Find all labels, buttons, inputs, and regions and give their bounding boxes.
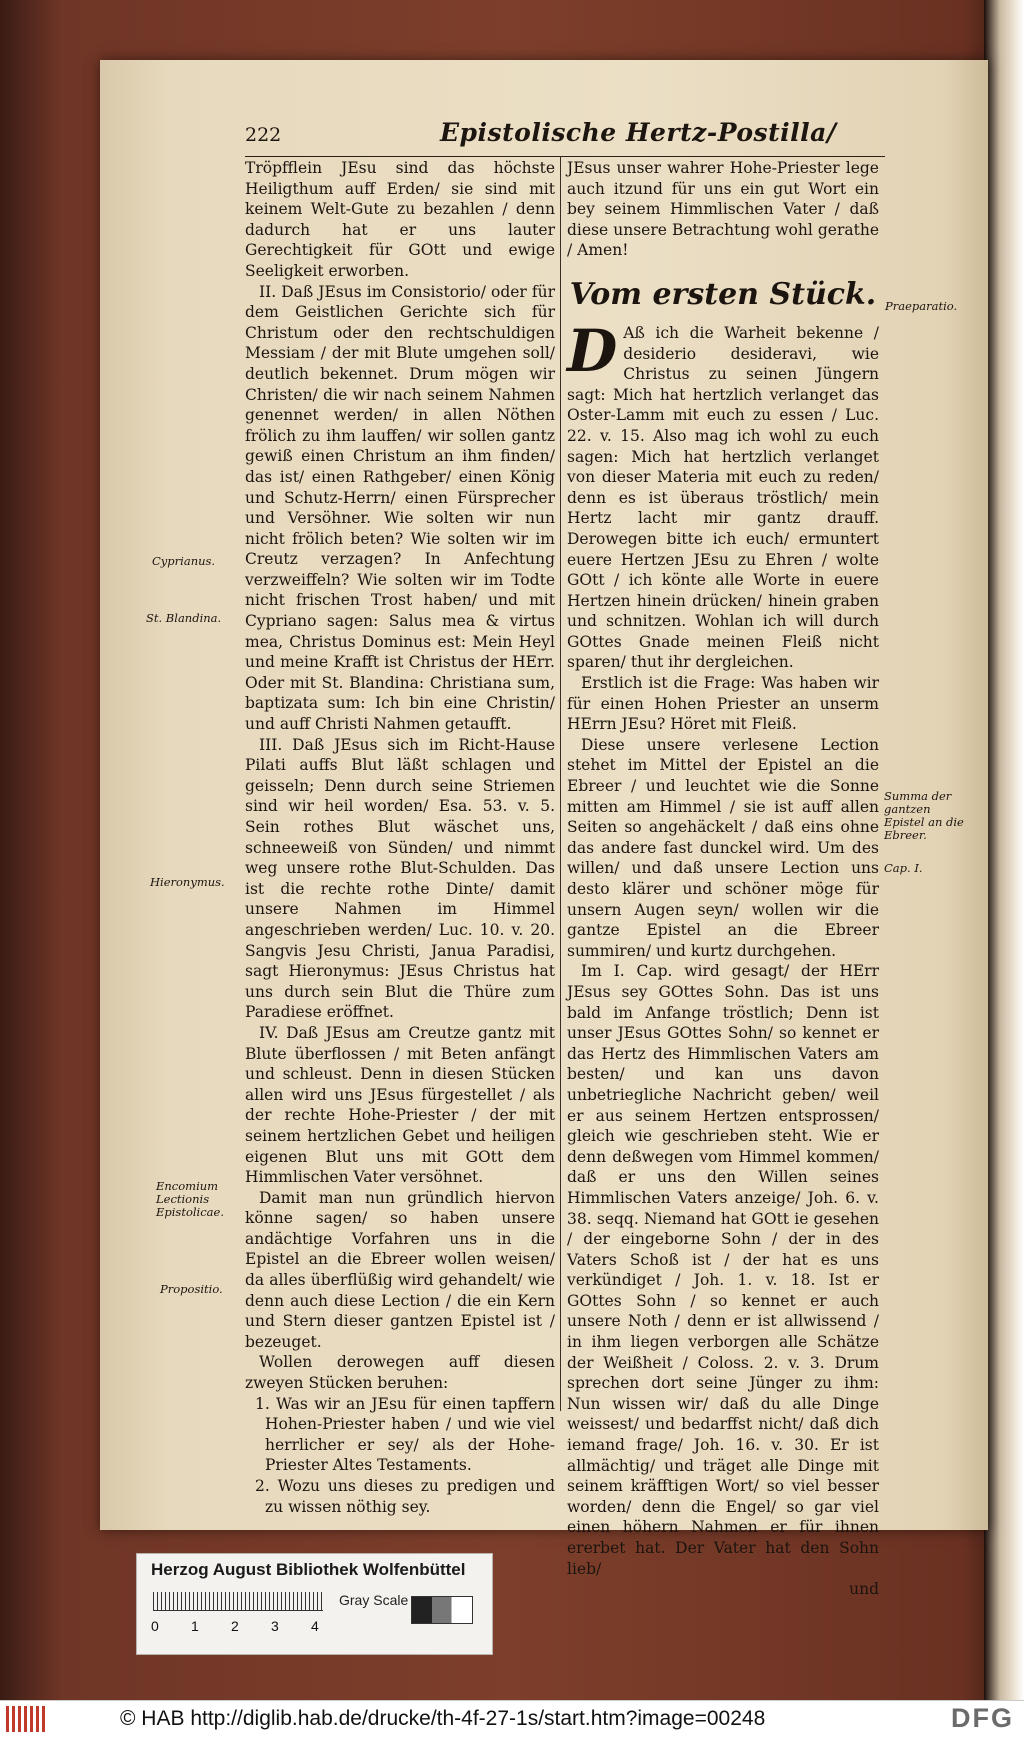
- paragraph: Wollen derowegen auff diesen zweyen Stücken beruhen:: [245, 1353, 555, 1393]
- book-edge: [984, 0, 1024, 1700]
- catchword: und: [849, 1580, 879, 1599]
- ruler-number: 0: [151, 1618, 159, 1634]
- ruler-number: 4: [311, 1618, 319, 1634]
- paragraph: Im I. Cap. wird gesagt/ der HErr JEsus sey GOttes Sohn. Das ist uns bald im Anfange tröstlich; Denn ist unser JEsus GOttes Sohn/ so kennet er das Hertz des Himmlischen Vaters am besten/ und kan uns davon unbetriegliche Nachricht geben/ weil er aus seinem Hertzen entsprossen/ gleich wie geschrieben steht. Wie er denn deßwegen vom Himmel kommen/ daß er uns den Willen seines Himmlischen Vaters anzeige/ Joh. 6. v. 38. seqq. Niemand hat GOtt ie gesehen / der eingeborne Sohn / der in des Vaters Schoß ist / der hat es uns verkündiget / Joh. 1. v. 18. Ist er GOttes Sohn / so kennet er auch unsere Noth / denn er ist allwissend / in ihm liegen verborgen alle Schätze der Weißheit / Coloss. 2. v. 3. Drum sprechen dort seine Jünger zu ihm: Nun wissen wir/ daß du alle Dinge weissest/ und bedarffst nicht/ daß dich iemand frage/ Joh. 16. v. 30. Er ist allmächtig/ und träget alle Dinge mit seinem kräfftigen Wort/ so viel besser worden/ denn die Engel/ so gar viel einen höhern Nahmen er für ihnen ererbet hat. Der Vater hat den Sohn lieb/: [567, 962, 879, 1578]
- dfg-logo: DFG: [951, 1703, 1014, 1733]
- margin-note-praeparatio: Praeparatio.: [885, 299, 958, 313]
- running-title: Epistolische Hertz-Postilla/: [440, 118, 837, 147]
- column-divider: [560, 156, 561, 1411]
- library-name: Herzog August Bibliothek Wolfenbüttel: [151, 1560, 466, 1579]
- margin-note-propositio: Propositio.: [160, 1282, 223, 1296]
- footer-url[interactable]: © HAB http://diglib.hab.de/drucke/th-4f-27-1s/start.htm?image=00248: [120, 1707, 766, 1730]
- ruler-number: 2: [231, 1618, 239, 1634]
- library-label-card: [136, 1553, 493, 1655]
- margin-note-hieronymus: Hieronymus.: [150, 875, 225, 889]
- paragraph: Tröpfflein JEsu sind das höchste Heiligthum auff Erden/ sie sind mit keinem Welt-Gute zu bezahlen / denn dadurch hat er uns lauter Gerechtigkeit für GOtt und ewige Seeligkeit erworben.: [245, 159, 555, 280]
- paragraph: [567, 316, 879, 673]
- paragraph: IV. Daß JEsus am Creutze gantz mit Blute überflossen / mit Beten anfängt und schleust. Denn in diesen Stücken allen wird uns JEsus fürgestellet / als der rechte Hohe-Priester / der mit seinem hertzlichen Gebet und heiligen eigenen Blut uns mit GOtt dem Himmlischen Vater versöhnet.: [245, 1023, 555, 1187]
- gray-scale-label: Gray Scale: [339, 1592, 409, 1608]
- ruler: [153, 1592, 323, 1611]
- margin-note-encomium: Encomium Lectionis Epistolicae.: [156, 1179, 224, 1219]
- ruler-number: 1: [191, 1618, 199, 1634]
- paragraph: III. Daß JEsus sich im Richt-Hause Pilati auffs Blut läßt schlagen und geisseln; Denn durch seine Striemen sind wir heil worden/ Esa. 53. v. 5. Sein rothes Blut wäschet uns, schneeweiß von Sünden/ und nimmt weg unsere rothe Blut-Schulden. Das ist die rechte rothe Dinte/ damit unsere Nahmen im Himmel angeschrieben werden/ Luc. 10. v. 20. Sangvis Jesu Christi, Janua Paradisi, sagt Hieronymus: JEsus Christus hat uns durch sein Blut die Thüre zum Paradiese eröffnet.: [245, 735, 555, 1022]
- right-column: [567, 158, 879, 1600]
- section-heading: Vom ersten Stück.: [569, 276, 877, 312]
- paragraph: Damit man nun gründlich hiervon könne sagen/ so haben unsere andächtige Vorfahren uns in die Epistel an die Ebreer wollen weisen/ da alles überflüßig wird gehandelt/ wie denn auch diese Lection / die ein Kern und Stern dieser gantzen Epistel ist / bezeuget.: [245, 1188, 555, 1351]
- ruler-number: 3: [271, 1618, 279, 1634]
- left-column: [245, 158, 555, 1517]
- paragraph: Erstlich ist die Frage: Was haben wir für einen Hohen Priester an unserm HErrn JEsu? Höret mit Fleiß.: [567, 674, 879, 734]
- page-header: [245, 118, 885, 157]
- margin-note-cap: Cap. I.: [884, 861, 923, 875]
- list-item: 1. Was wir an JEsu für einen tapffern Hohen-Priester haben / und wie viel herrlicher er sey/ als der Hohe-Priester Altes Testaments.: [255, 1394, 555, 1475]
- drop-cap: D: [567, 316, 618, 385]
- hab-logo-icon: [6, 1706, 46, 1732]
- margin-note-summa: Summa der gantzen Epistel an die Ebreer.: [884, 789, 964, 842]
- page-number: 222: [245, 124, 282, 146]
- intro-paragraph: JEsus unser wahrer Hohe-Priester lege auch itzund für uns ein gut Wort ein bey seinem Himmlischen Vater / daß diese unsere Betrachtung wohl gerathe / Amen!: [567, 159, 879, 260]
- gray-scale-swatch: [411, 1596, 473, 1624]
- footer-bar: [0, 1700, 1024, 1737]
- paragraph-text: Aß ich die Warheit bekenne / desiderio desideravi, wie Christus zu seinen Jüngern sagt: Mich hat hertzlich verlanget das Oster-Lamm mit euch zu essen / Luc. 22. v. 15. Also mag ich wohl zu euch sagen: Mich hat hertzlich verlanget von dieser Materia mit euch zu reden/ denn es ist überaus tröstlich/ mein Hertz lacht mir gantz drauff. Derowegen bitte ich euch/ ermuntert euere Hertzen JEsu zu Ehren / wolte GOtt / ich könte alle Worte in euere Hertzen hinein drücken/ hinein graben und schnitzen. Wohlan ich will durch GOttes Gnade meinen Fleiß nicht sparen/ thut ihr dergleichen.: [567, 323, 879, 672]
- paragraph: II. Daß JEsus im Consistorio/ oder für dem Geistlichen Gerichte sich für Christum oder den rechtschuldigen Messiam / der mit Blute umgehen soll/ deutlich bekennet. Drum mögen wir Christen/ die wir nach seinem Nahmen genennet werden/ in allen Nöthen frölich zu ihm lauffen/ wir sollen gantz gewiß einen Christum an ihm finden/ das ist/ einen Rathgeber/ einen König und Schutz-Herrn/ einen Fürsprecher und Versöhner. Wie solten wir nun nicht frölich beten? Wie solten wir im Creutz verzagen? In Anfechtung verzweiffeln? Wie solten wir im Todte nicht frischen Trost haben/ und mit Cypriano sagen: Salus mea & virtus mea, Christus Dominus est: Mein Heyl und meine Krafft ist Christus der HErr. Oder mit St. Blandina: Christiana sum, baptizata sum: Ich bin eine Christin/ und auff Christi Nahmen getaufft.: [245, 282, 555, 734]
- list-item: 2. Wozu uns dieses zu predigen und zu wissen nöthig sey.: [255, 1477, 555, 1516]
- margin-note-blandina: St. Blandina.: [146, 611, 222, 625]
- margin-note-cyprianus: Cyprianus.: [152, 554, 216, 568]
- paragraph: Diese unsere verlesene Lection stehet im Mittel der Epistel an die Ebreer / und leuchtet wie die Sonne mitten am Himmel / sie ist auff allen Seiten so angehäckelt / daß eins ohne das andere fast dunckel wird. Um des willen/ und daß unsere Lection uns desto klärer und schöner möge für unsern Augen seyn/ wollen wir die gantze Epistel an die Ebreer summiren/ und kurtz durchgehen.: [567, 735, 879, 960]
